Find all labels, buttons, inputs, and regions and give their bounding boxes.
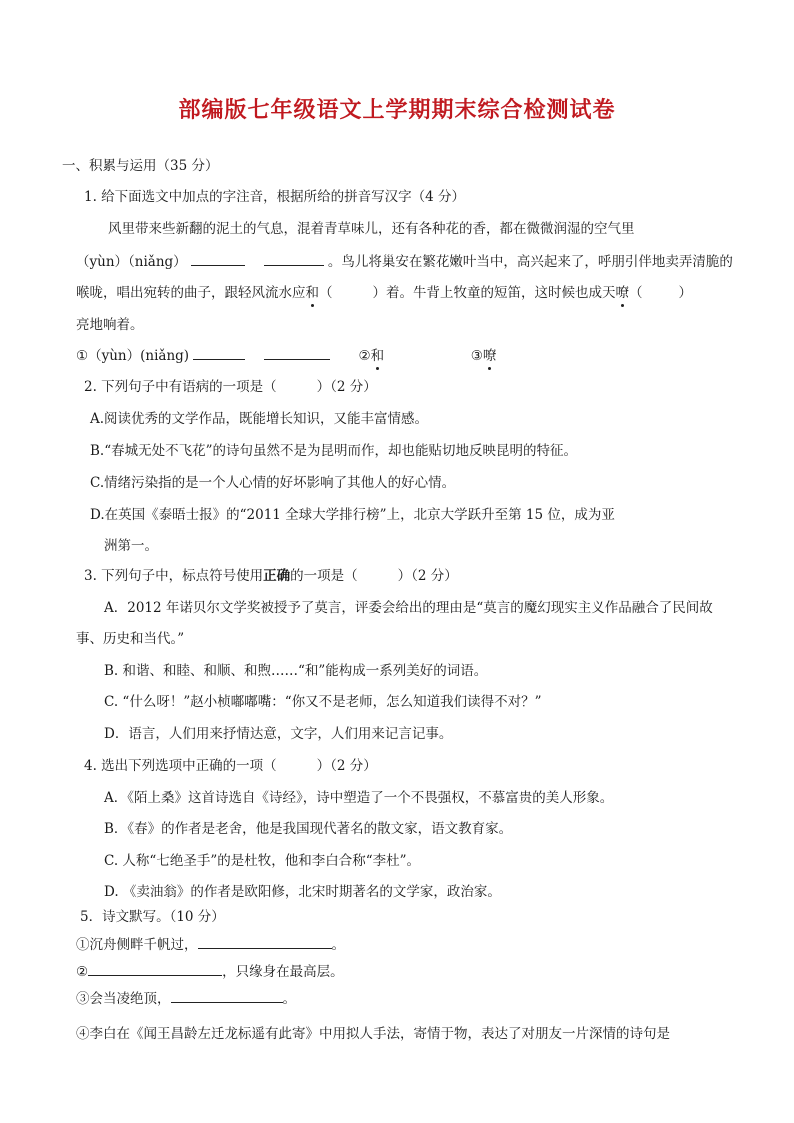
q1-passage-line-3 bbox=[76, 283, 692, 303]
q2-option-a: A.阅读优秀的文学作品，既能增长知识，又能丰富情感。 bbox=[90, 411, 429, 427]
q5-blank-2[interactable] bbox=[88, 961, 222, 976]
q1-paren-close: ） bbox=[678, 285, 692, 301]
q3-stem-text: 3. 下列句子中，标点符号使用 bbox=[84, 568, 264, 584]
q2-option-b: B.“春城无处不飞花”的诗句虽然不是为昆明而作，却也能贴切地反映昆明的特征。 bbox=[90, 443, 578, 459]
q1-answer-char-liao: 嘹 bbox=[482, 348, 497, 364]
q3-option-d: D．语言，人们用来抒情达意，文字，人们用来记言记事。 bbox=[104, 726, 453, 742]
q2-option-c: C.情绪污染指的是一个人心情的好坏影响了其他人的好心情。 bbox=[90, 475, 456, 491]
q4-option-d: D. 《卖油翁》的作者是欧阳修，北宋时期著名的文学家，政治家。 bbox=[104, 884, 501, 900]
q4-option-c: C. 人称“七绝圣手”的是杜牧，他和李白合称“李杜”。 bbox=[104, 853, 421, 869]
q5-line-3 bbox=[76, 988, 296, 1009]
q5-line-4: ④李白在《闻王昌龄左迁龙标遥有此寄》中用拟人手法，寄情于物，表达了对朋友一片深情的诗句是 bbox=[76, 1026, 670, 1042]
q3-stem-score: ）（2 分） bbox=[397, 568, 458, 584]
q5-line-3-text: ③会当凌绝顶， bbox=[76, 991, 171, 1007]
q3-option-c: C. “什么呀！”赵小桢嘟嘟嘴：“你又不是老师，怎么知道我们读得不对？” bbox=[104, 694, 542, 710]
q1-paren-open: （ bbox=[629, 285, 643, 301]
q1-answer-blank-1[interactable] bbox=[193, 345, 245, 360]
q5-stem: 5．诗文默写。（10 分） bbox=[80, 909, 225, 925]
q2-stem bbox=[84, 377, 377, 397]
q1-passage-line-2 bbox=[76, 251, 733, 272]
q5-line-2-marker: ② bbox=[76, 964, 89, 980]
q2-stem-score: ）（2 分） bbox=[316, 379, 377, 395]
page-title: 部编版七年级语文上学期期末综合检测试卷 bbox=[178, 98, 616, 123]
q4-option-a: A．《陌上桑》这首诗选自《诗经》，诗中塑造了一个不畏强权，不慕富贵的美人形象。 bbox=[104, 790, 614, 806]
q4-stem bbox=[84, 756, 377, 776]
q1-passage-line-4: 亮地响着。 bbox=[76, 317, 144, 333]
q3-option-a-line-1: A．2012 年诺贝尔文学奖被授予了莫言，评委会给出的理由是“莫言的魔幻现实主义作品融合了民间故 bbox=[104, 600, 713, 616]
q5-line-2 bbox=[76, 961, 344, 982]
section-heading: 一、积累与运用（35 分） bbox=[62, 158, 219, 174]
q1-blank-2[interactable] bbox=[264, 251, 324, 266]
q1-pinyin: （yùn）（niǎng） bbox=[76, 254, 187, 270]
q1-blank-1[interactable] bbox=[191, 251, 245, 266]
q2-option-d-line-2: 洲第一。 bbox=[104, 538, 158, 554]
q5-blank-3[interactable] bbox=[171, 988, 283, 1003]
q5-line-1-text: ①沉舟侧畔千帆过， bbox=[76, 937, 198, 953]
q1-answer-pinyin: ①（yùn）(niǎng) bbox=[76, 348, 190, 364]
q1-dotted-char-liao: 嘹 bbox=[615, 285, 629, 301]
q1-answer-marker-2: ② bbox=[358, 348, 371, 364]
q4-stem-text: 4. 选出下列选项中正确的一项（ bbox=[84, 758, 277, 774]
q3-stem-emphasis: 正确 bbox=[263, 568, 291, 584]
q3-option-b: B. 和谐、和睦、和顺、和煦……“和”能构成一系列美好的词语。 bbox=[104, 663, 488, 679]
q1-answer-marker-3: ③ bbox=[470, 348, 483, 364]
q1-dotted-char-he: 和 bbox=[305, 285, 319, 301]
q1-text: ）着。牛背上牧童的短笛，这时候也成天 bbox=[372, 285, 616, 301]
q2-option-d-line-1: D.在英国《泰晤士报》的“2011 全球大学排行榜”上，北京大学跃升至第 15 位，成为亚 bbox=[90, 507, 615, 523]
q5-line-2-text: ，只缘身在最高层。 bbox=[222, 964, 344, 980]
q2-stem-text: 2. 下列句子中有语病的一项是（ bbox=[84, 379, 277, 395]
q1-answer-char-he: 和 bbox=[370, 348, 385, 364]
q1-answer-line bbox=[76, 345, 496, 366]
q1-paren-open: （ bbox=[319, 285, 333, 301]
q1-stem: 1. 给下面选文中加点的字注音，根据所给的拼音写汉字（4 分） bbox=[84, 189, 466, 205]
q5-line-1 bbox=[76, 934, 345, 955]
q5-line-3-end: 。 bbox=[282, 991, 296, 1007]
q3-stem-text: 的一项是（ bbox=[290, 568, 358, 584]
q4-option-b: B．《春》的作者是老舍，他是我国现代著名的散文家，语文教育家。 bbox=[104, 821, 513, 837]
q4-stem-score: ）（2 分） bbox=[316, 758, 377, 774]
q3-stem bbox=[84, 566, 458, 586]
q1-answer-blank-2[interactable] bbox=[264, 345, 330, 360]
q1-passage-cont: 。鸟儿将巢安在繁花嫩叶当中，高兴起来了，呼朋引伴地卖弄清脆的 bbox=[327, 254, 733, 270]
q1-text: 喉咙，唱出宛转的曲子，跟轻风流水应 bbox=[76, 285, 306, 301]
q1-passage-line-1: 风里带来些新翻的泥土的气息，混着青草味儿，还有各种花的香，都在微微润湿的空气里 bbox=[108, 221, 635, 237]
q5-line-1-end: 。 bbox=[331, 937, 345, 953]
q3-option-a-line-2: 事、历史和当代。” bbox=[76, 631, 185, 647]
q5-blank-1[interactable] bbox=[198, 934, 332, 949]
